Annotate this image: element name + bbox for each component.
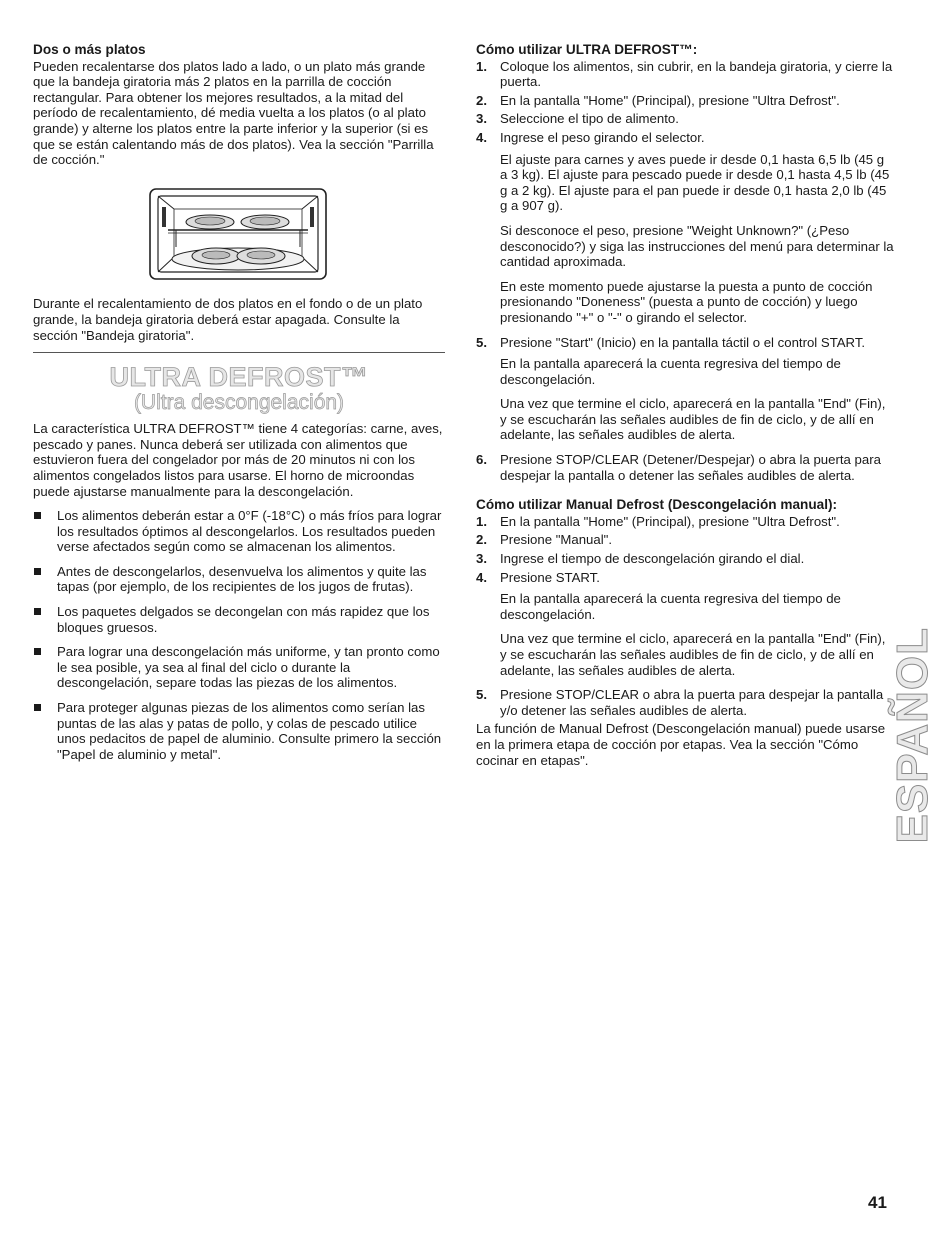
right-column bbox=[476, 42, 894, 777]
language-label: ESPAÑOL bbox=[887, 626, 937, 844]
step-item bbox=[476, 532, 894, 548]
step-text: Presione STOP/CLEAR o abra la puerta para despejar la pantalla y/o detener las señales audibles de alerta. bbox=[500, 687, 884, 718]
step-number: 1. bbox=[476, 513, 487, 529]
step-text: Presione "Manual". bbox=[500, 532, 612, 548]
step-detail: Una vez que termine el ciclo, aparecerá en la pantalla "End" (Fin), y se escucharán las señales audibles de fin de ciclo, y de allí en adelante, las señales audibles de alerta. bbox=[500, 631, 886, 678]
step-item bbox=[476, 687, 894, 718]
step-item bbox=[476, 551, 894, 567]
ultra-defrost-banner bbox=[33, 363, 445, 415]
page-number: 41 bbox=[868, 1193, 887, 1212]
list-item: Para lograr una descongelación más uniforme, y tan pronto como le sea posible, ya sea al final del ciclo o durante la descongelación, separe todas las piezas de los alimentos. bbox=[33, 644, 445, 691]
manual-defrost-howto-heading: Cómo utilizar Manual Defrost (Descongelación manual): bbox=[476, 497, 838, 513]
step-item bbox=[476, 93, 894, 109]
step-item bbox=[476, 452, 894, 483]
ultra-defrost-intro: La característica ULTRA DEFROST™ tiene 4 categorías: carne, aves, pescado y panes. Nunca deberá ser utilizada con alimentos que estuvieron fuera del congelador por más de 20 minutos ni con los alimentos congelados listos para usarse. El horno de microondas puede ajustarse manualmente para la descongelación. bbox=[33, 421, 443, 499]
step-item bbox=[476, 111, 894, 127]
step-number: 5. bbox=[476, 334, 487, 350]
step-text: Presione "Start" (Inicio) en la pantalla táctil o el control START. bbox=[500, 334, 866, 350]
step-text: Seleccione el tipo de alimento. bbox=[500, 111, 679, 127]
step-item bbox=[476, 59, 894, 90]
step-detail: Una vez que termine el ciclo, aparecerá en la pantalla "End" (Fin), y se escucharán las señales audibles de fin de ciclo, y de allí en adelante, las señales audibles de alerta. bbox=[500, 396, 886, 443]
step-text: En la pantalla "Home" (Principal), presione "Ultra Defrost". bbox=[500, 513, 840, 529]
step-number: 4. bbox=[476, 129, 487, 145]
defrost-tips-list bbox=[33, 508, 445, 762]
step-text: Ingrese el peso girando el selector. bbox=[500, 129, 705, 145]
ultra-defrost-steps bbox=[476, 59, 894, 484]
step-number: 1. bbox=[476, 58, 487, 74]
step-detail: En este momento puede ajustarse la puesta a punto de cocción presionando "Doneness" (puesta a punto de cocción) y luego presionando "+" o "-" o girando el selector. bbox=[500, 278, 873, 325]
step-text: Ingrese el tiempo de descongelación girando el dial. bbox=[500, 551, 805, 567]
ultra-defrost-howto-heading: Cómo utilizar ULTRA DEFROST™: bbox=[476, 42, 698, 57]
step-text: Presione START. bbox=[500, 569, 600, 585]
step-number: 5. bbox=[476, 687, 487, 703]
step-number: 6. bbox=[476, 452, 487, 468]
step-number: 2. bbox=[476, 92, 487, 108]
step-item bbox=[476, 335, 894, 444]
step-number: 4. bbox=[476, 569, 487, 585]
manual-defrost-closing: La función de Manual Defrost (Descongelación manual) puede usarse en la primera etapa de cocción por etapas. Vea la sección "Cómo cocinar en etapas". bbox=[476, 721, 886, 768]
list-item: Para proteger algunas piezas de los alimentos como serían las puntas de las alas y patas de pollo, y colas de pescado utilice unos pedacitos de papel de aluminio. Consulte primero la sección "Papel de aluminio y metal". bbox=[33, 700, 445, 762]
section-divider bbox=[33, 352, 445, 353]
section-heading-two-plates: Dos o más platos bbox=[33, 42, 146, 57]
step-detail: En la pantalla aparecerá la cuenta regresiva del tiempo de descongelación. bbox=[500, 591, 841, 622]
step-number: 3. bbox=[476, 551, 487, 567]
step-number: 3. bbox=[476, 111, 487, 127]
banner-title: ULTRA DEFROST™ bbox=[109, 362, 369, 393]
two-plates-paragraph: Pueden recalentarse dos platos lado a lado, o un plato más grande que la bandeja giratoria más 2 platos en la parrilla de cocción rectangular. Para obtener los mejores resultados, a la mitad del período de recalentamiento, dé media vuelta a los platos (o al plato grande) y alterne los platos entre la parte inferior y la superior (si es que se están calentando más de dos platos). Vea la sección "Parrilla de cocción." bbox=[33, 58, 434, 168]
left-column bbox=[33, 42, 445, 771]
step-detail: Si desconoce el peso, presione "Weight Unknown?" (¿Peso desconocido?) y siga las instrucciones del menú para determinar la cantidad aproximada. bbox=[500, 222, 894, 270]
list-item: Los paquetes delgados se decongelan con más rapidez que los bloques gruesos. bbox=[33, 604, 445, 635]
list-item: Antes de descongelarlos, desenvuelva los alimentos y quite las tapas (por ejemplo, de los recipientes de los jugos de frutas). bbox=[33, 564, 445, 595]
step-item bbox=[476, 514, 894, 530]
banner-subtitle: (Ultra descongelación) bbox=[133, 391, 345, 415]
two-plates-turntable-note: Durante el recalentamiento de dos platos en el fondo o de un plato grande, la bandeja giratoria deberá estar apagada. Consulte la sección "Bandeja giratoria". bbox=[33, 296, 423, 343]
list-item: Los alimentos deberán estar a 0°F (-18°C) o más fríos para lograr los resultados óptimos al descongelarlos. Los resultados pueden verse afectados según como se almacenan los alimentos. bbox=[33, 508, 445, 555]
microwave-rack-illustration bbox=[148, 187, 328, 281]
step-text: Presione STOP/CLEAR (Detener/Despejar) o abra la puerta para despejar la pantalla o detener las señales audibles de alerta. bbox=[500, 452, 881, 483]
step-item bbox=[476, 130, 894, 326]
step-text: Coloque los alimentos, sin cubrir, en la bandeja giratoria, y cierre la puerta. bbox=[500, 58, 893, 90]
manual-defrost-steps bbox=[476, 514, 894, 719]
step-item bbox=[476, 570, 894, 679]
step-number: 2. bbox=[476, 532, 487, 548]
step-text: En la pantalla "Home" (Principal), presione "Ultra Defrost". bbox=[500, 92, 840, 108]
step-detail: En la pantalla aparecerá la cuenta regresiva del tiempo de descongelación. bbox=[500, 356, 841, 387]
step-detail: El ajuste para carnes y aves puede ir desde 0,1 hasta 6,5 lb (45 g a 3 kg). El ajuste para pescado puede ir desde 0,1 hasta 4,5 lb (45 g a 2 kg). El ajuste para el pan puede ir desde 0,1 hasta 2,0 lb (45 g a 907 g). bbox=[500, 151, 890, 214]
language-side-tab bbox=[885, 626, 940, 844]
